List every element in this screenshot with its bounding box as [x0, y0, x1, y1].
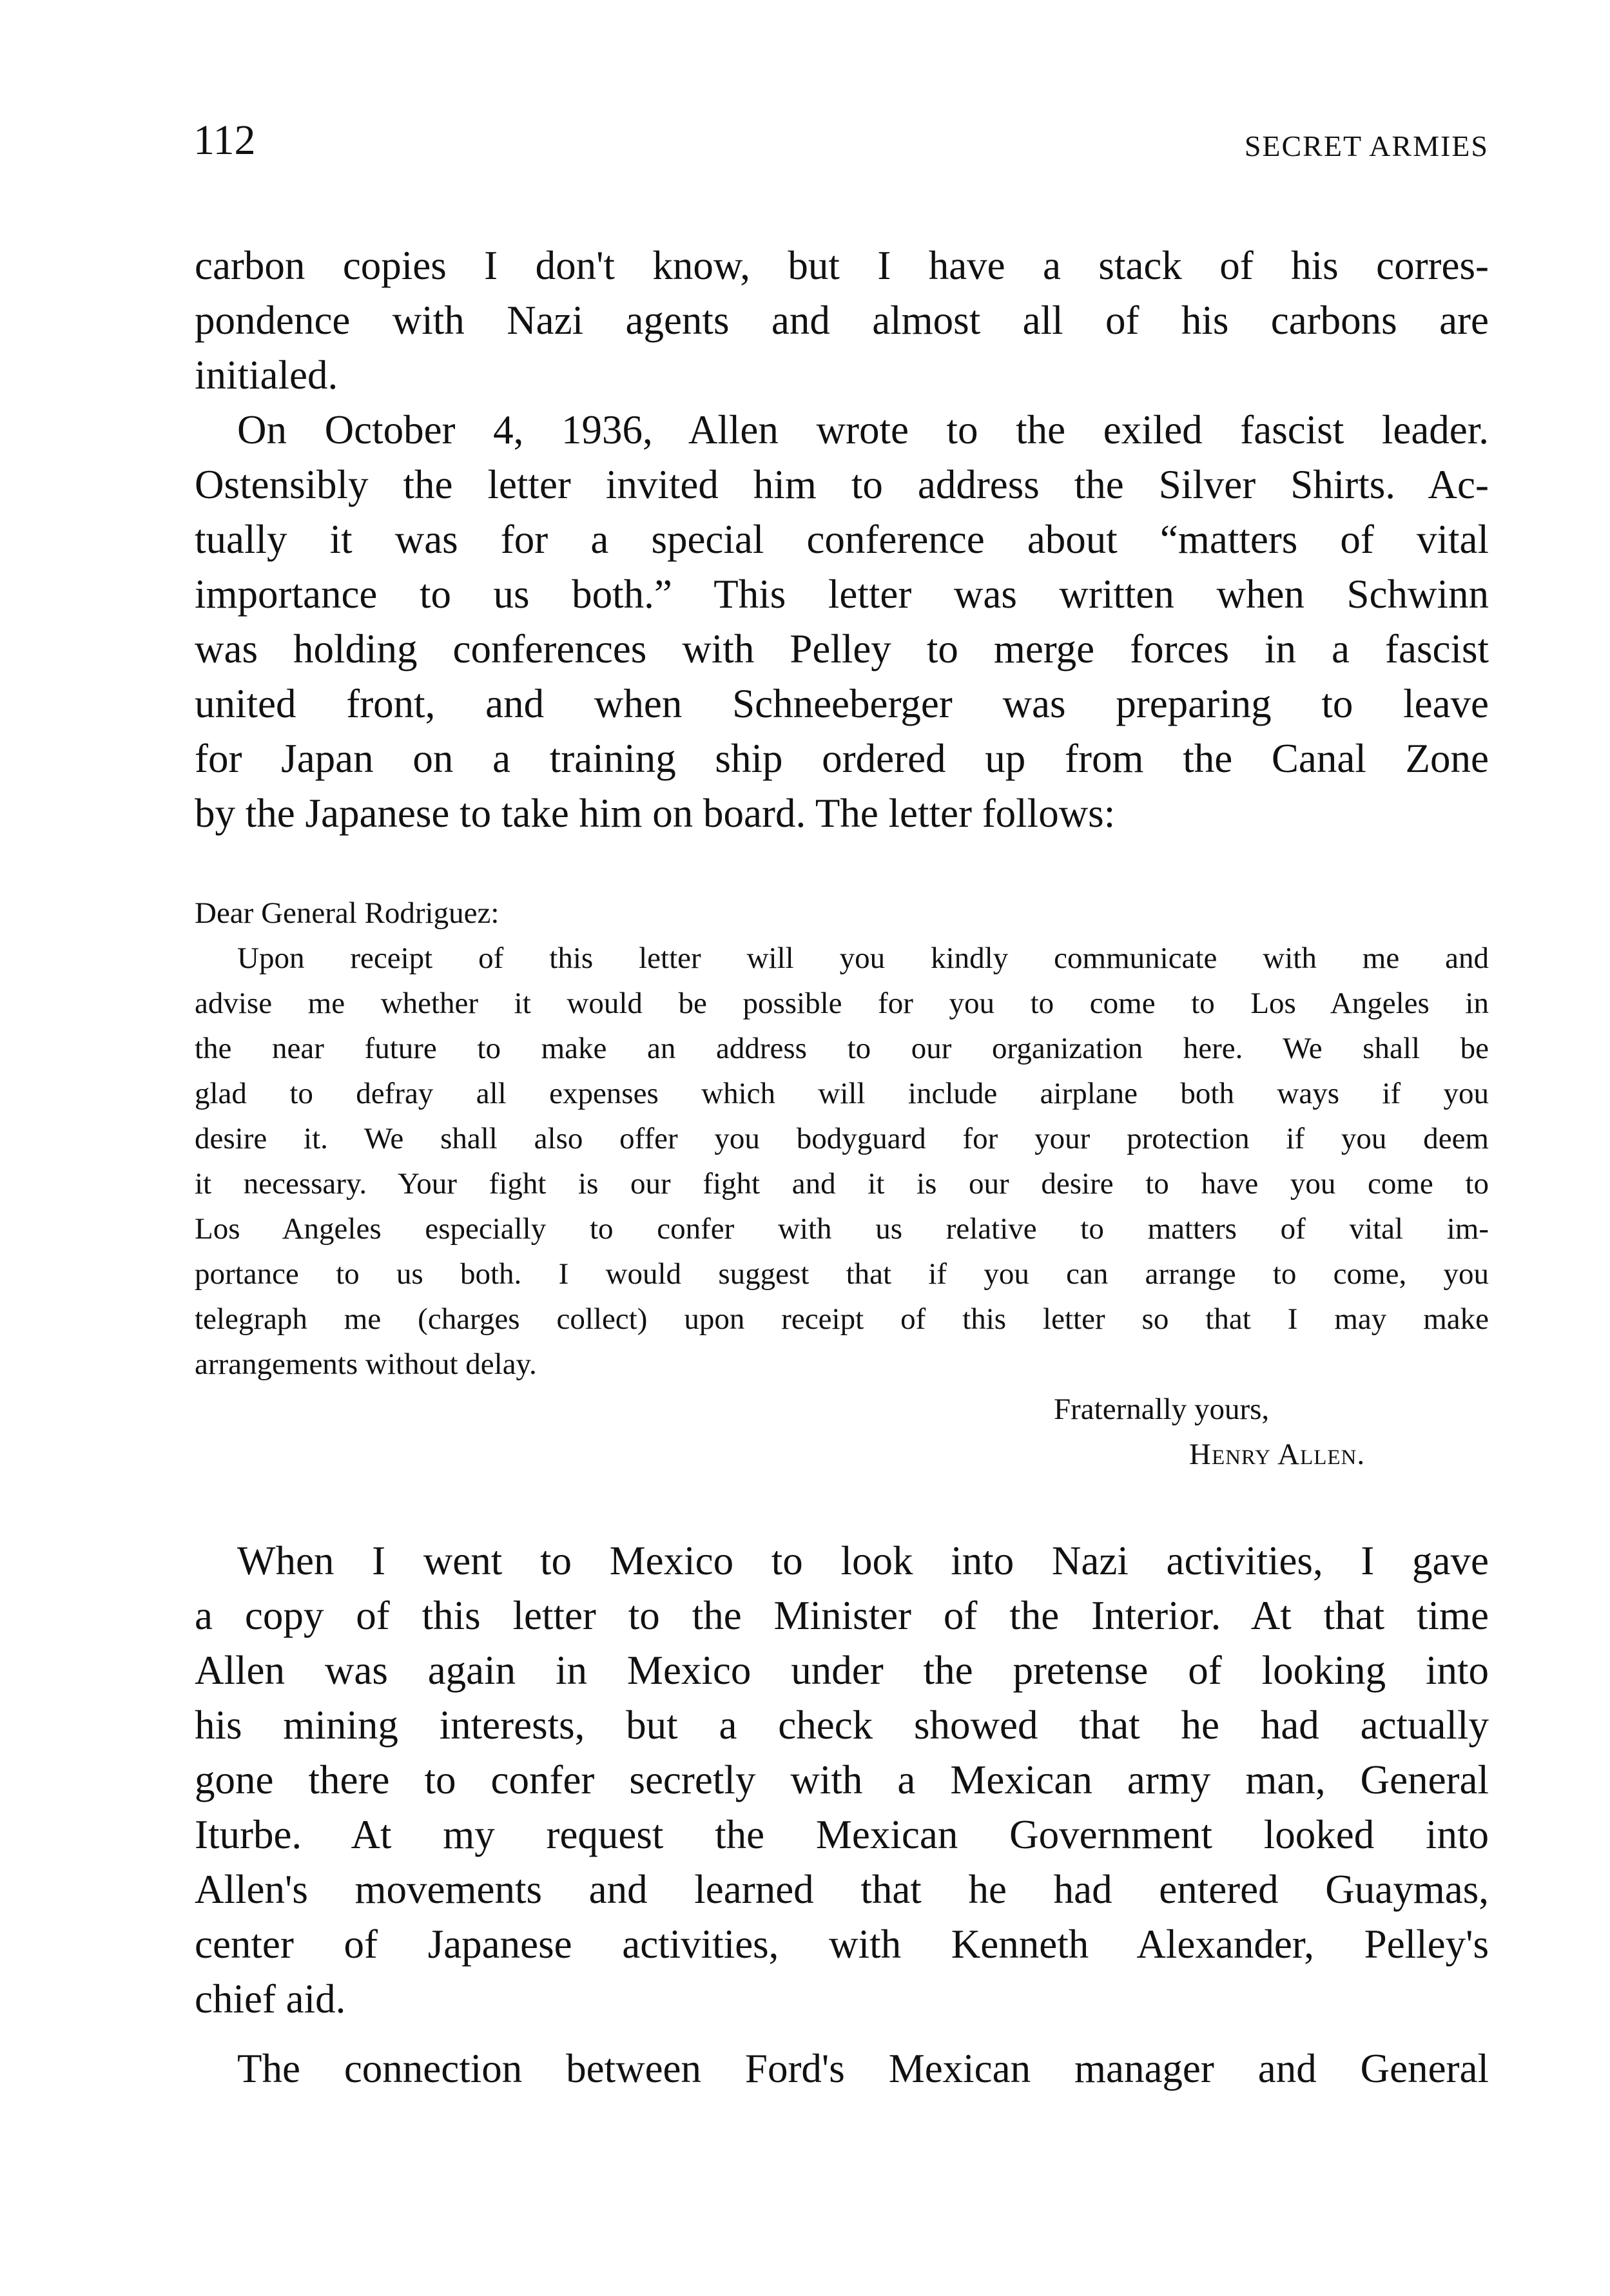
text-line: arrangements without delay.	[195, 1347, 537, 1381]
text-line: Iturbe. At my request the Mexican Government looked into	[195, 1812, 1489, 1857]
text-line: desire it. We shall also offer you bodyguard for your protection if you deem	[195, 1122, 1489, 1155]
text-line: it necessary. Your fight is our fight and it is our desire to have you come to	[195, 1167, 1489, 1201]
letter-signature: Henry Allen.	[1189, 1438, 1366, 1471]
text-line: tually it was for a special conference about “matters of vital	[195, 517, 1489, 562]
text-line: advise me whether it would be possible for you to come to Los Angeles in	[195, 987, 1489, 1020]
text-line: united front, and when Schneeberger was preparing to leave	[195, 681, 1489, 726]
text-line: portance to us both. I would suggest that if you can arrange to come, you	[195, 1257, 1489, 1291]
paragraph-4	[195, 2041, 1489, 2096]
text-line: carbon copies I don't know, but I have a stack of his corres-	[195, 243, 1489, 288]
text-line: Allen's movements and learned that he had entered Guaymas,	[195, 1867, 1489, 1912]
text-line: Upon receipt of this letter will you kindly communicate with me and	[237, 941, 1489, 975]
text-line: pondence with Nazi agents and almost all of his carbons are	[195, 298, 1489, 343]
text-line: Allen was again in Mexico under the pretense of looking into	[195, 1648, 1489, 1693]
running-head: SECRET ARMIES	[1244, 130, 1489, 162]
text-line: When I went to Mexico to look into Nazi activities, I gave	[237, 1538, 1489, 1583]
paragraph-1	[195, 238, 1489, 403]
text-line: the near future to make an address to our organization here. We shall be	[195, 1032, 1489, 1065]
text-line: was holding conferences with Pelley to merge forces in a fascist	[195, 626, 1489, 671]
text-line: telegraph me (charges collect) upon receipt of this letter so that I may make	[195, 1302, 1489, 1336]
text-line: importance to us both.” This letter was written when Schwinn	[195, 572, 1489, 617]
text-line: gone there to confer secretly with a Mexican army man, General	[195, 1757, 1489, 1802]
page-number: 112	[193, 117, 256, 164]
text-line: initialed.	[195, 352, 338, 398]
paragraph-2	[195, 403, 1489, 841]
text-line: Ostensibly the letter invited him to address the Silver Shirts. Ac-	[195, 462, 1489, 507]
text-line: center of Japanese activities, with Kenneth Alexander, Pelley's	[195, 1922, 1489, 1967]
text-line: chief aid.	[195, 1976, 346, 2021]
text-line: On October 4, 1936, Allen wrote to the exiled fascist leader.	[237, 407, 1489, 452]
text-line: a copy of this letter to the Minister of the Interior. At that time	[195, 1593, 1489, 1638]
letter-body	[195, 936, 1489, 1387]
text-line: his mining interests, but a check showed that he had actually	[195, 1703, 1489, 1748]
text-line: glad to defray all expenses which will include airplane both ways if you	[195, 1077, 1489, 1110]
paragraph-3	[195, 1534, 1489, 2027]
text-line: The connection between Ford's Mexican manager and General	[237, 2046, 1489, 2091]
letter-closing: Fraternally yours,	[1054, 1393, 1270, 1426]
text-line: by the Japanese to take him on board. The letter follows:	[195, 791, 1116, 836]
text-line: for Japan on a training ship ordered up from the Canal Zone	[195, 736, 1489, 781]
text-line: Los Angeles especially to confer with us relative to matters of vital im-	[195, 1212, 1489, 1246]
letter-salutation: Dear General Rodriguez:	[195, 896, 499, 930]
